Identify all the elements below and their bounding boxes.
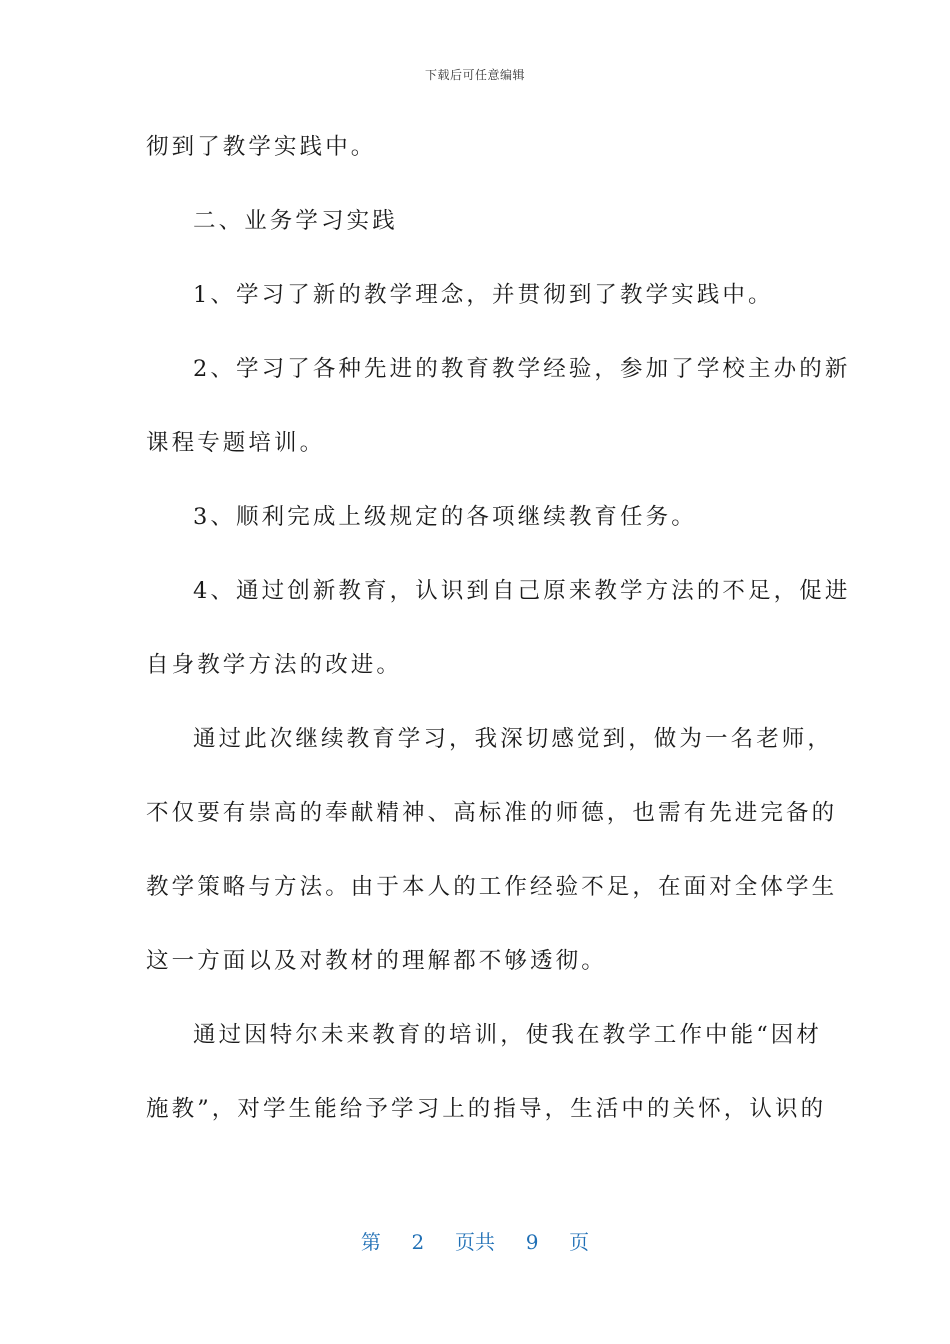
page-header-note: 下载后可任意编辑 xyxy=(424,68,525,82)
body-paragraph-1-line-3: 教学策略与方法。由于本人的工作经验不足，在面对全体学生 xyxy=(146,874,838,900)
body-paragraph-1-line-4: 这一方面以及对教材的理解都不够透彻。 xyxy=(146,948,607,974)
body-line-item-4: 4、通过创新教育，认识到自己原来教学方法的不足，促进 xyxy=(193,578,851,604)
body-paragraph-2-line-2: 施教”，对学生能给予学习上的指导，生活中的关怀，认识的 xyxy=(146,1096,827,1122)
footer-page-total: 9 xyxy=(525,1230,539,1254)
body-line-item-3: 3、顺利完成上级规定的各项继续教育任务。 xyxy=(193,504,697,530)
footer-page-current: 2 xyxy=(411,1230,425,1254)
footer-page-suffix: 页 xyxy=(569,1230,590,1254)
body-line-item-2-cont: 课程专题培训。 xyxy=(146,430,326,456)
section-heading: 二、业务学习实践 xyxy=(193,208,398,234)
body-line-item-2: 2、学习了各种先进的教育教学经验，参加了学校主办的新 xyxy=(193,356,851,382)
body-line-item-1: 1、学习了新的教学理念，并贯彻到了教学实践中。 xyxy=(193,282,774,308)
page-footer xyxy=(0,1226,950,1255)
body-paragraph-1-line-1: 通过此次继续教育学习，我深切感觉到，做为一名老师， xyxy=(193,726,834,752)
footer-page-prefix: 第 xyxy=(360,1230,381,1254)
body-line-1: 彻到了教学实践中。 xyxy=(146,134,377,160)
body-paragraph-1-line-2: 不仅要有崇高的奉献精神、高标准的师德，也需有先进完备的 xyxy=(146,800,838,826)
body-line-item-4-cont: 自身教学方法的改进。 xyxy=(146,652,403,678)
body-paragraph-2-line-1: 通过因特尔未来教育的培训，使我在教学工作中能“因材 xyxy=(193,1022,823,1048)
footer-page-mid: 页共 xyxy=(455,1230,495,1254)
